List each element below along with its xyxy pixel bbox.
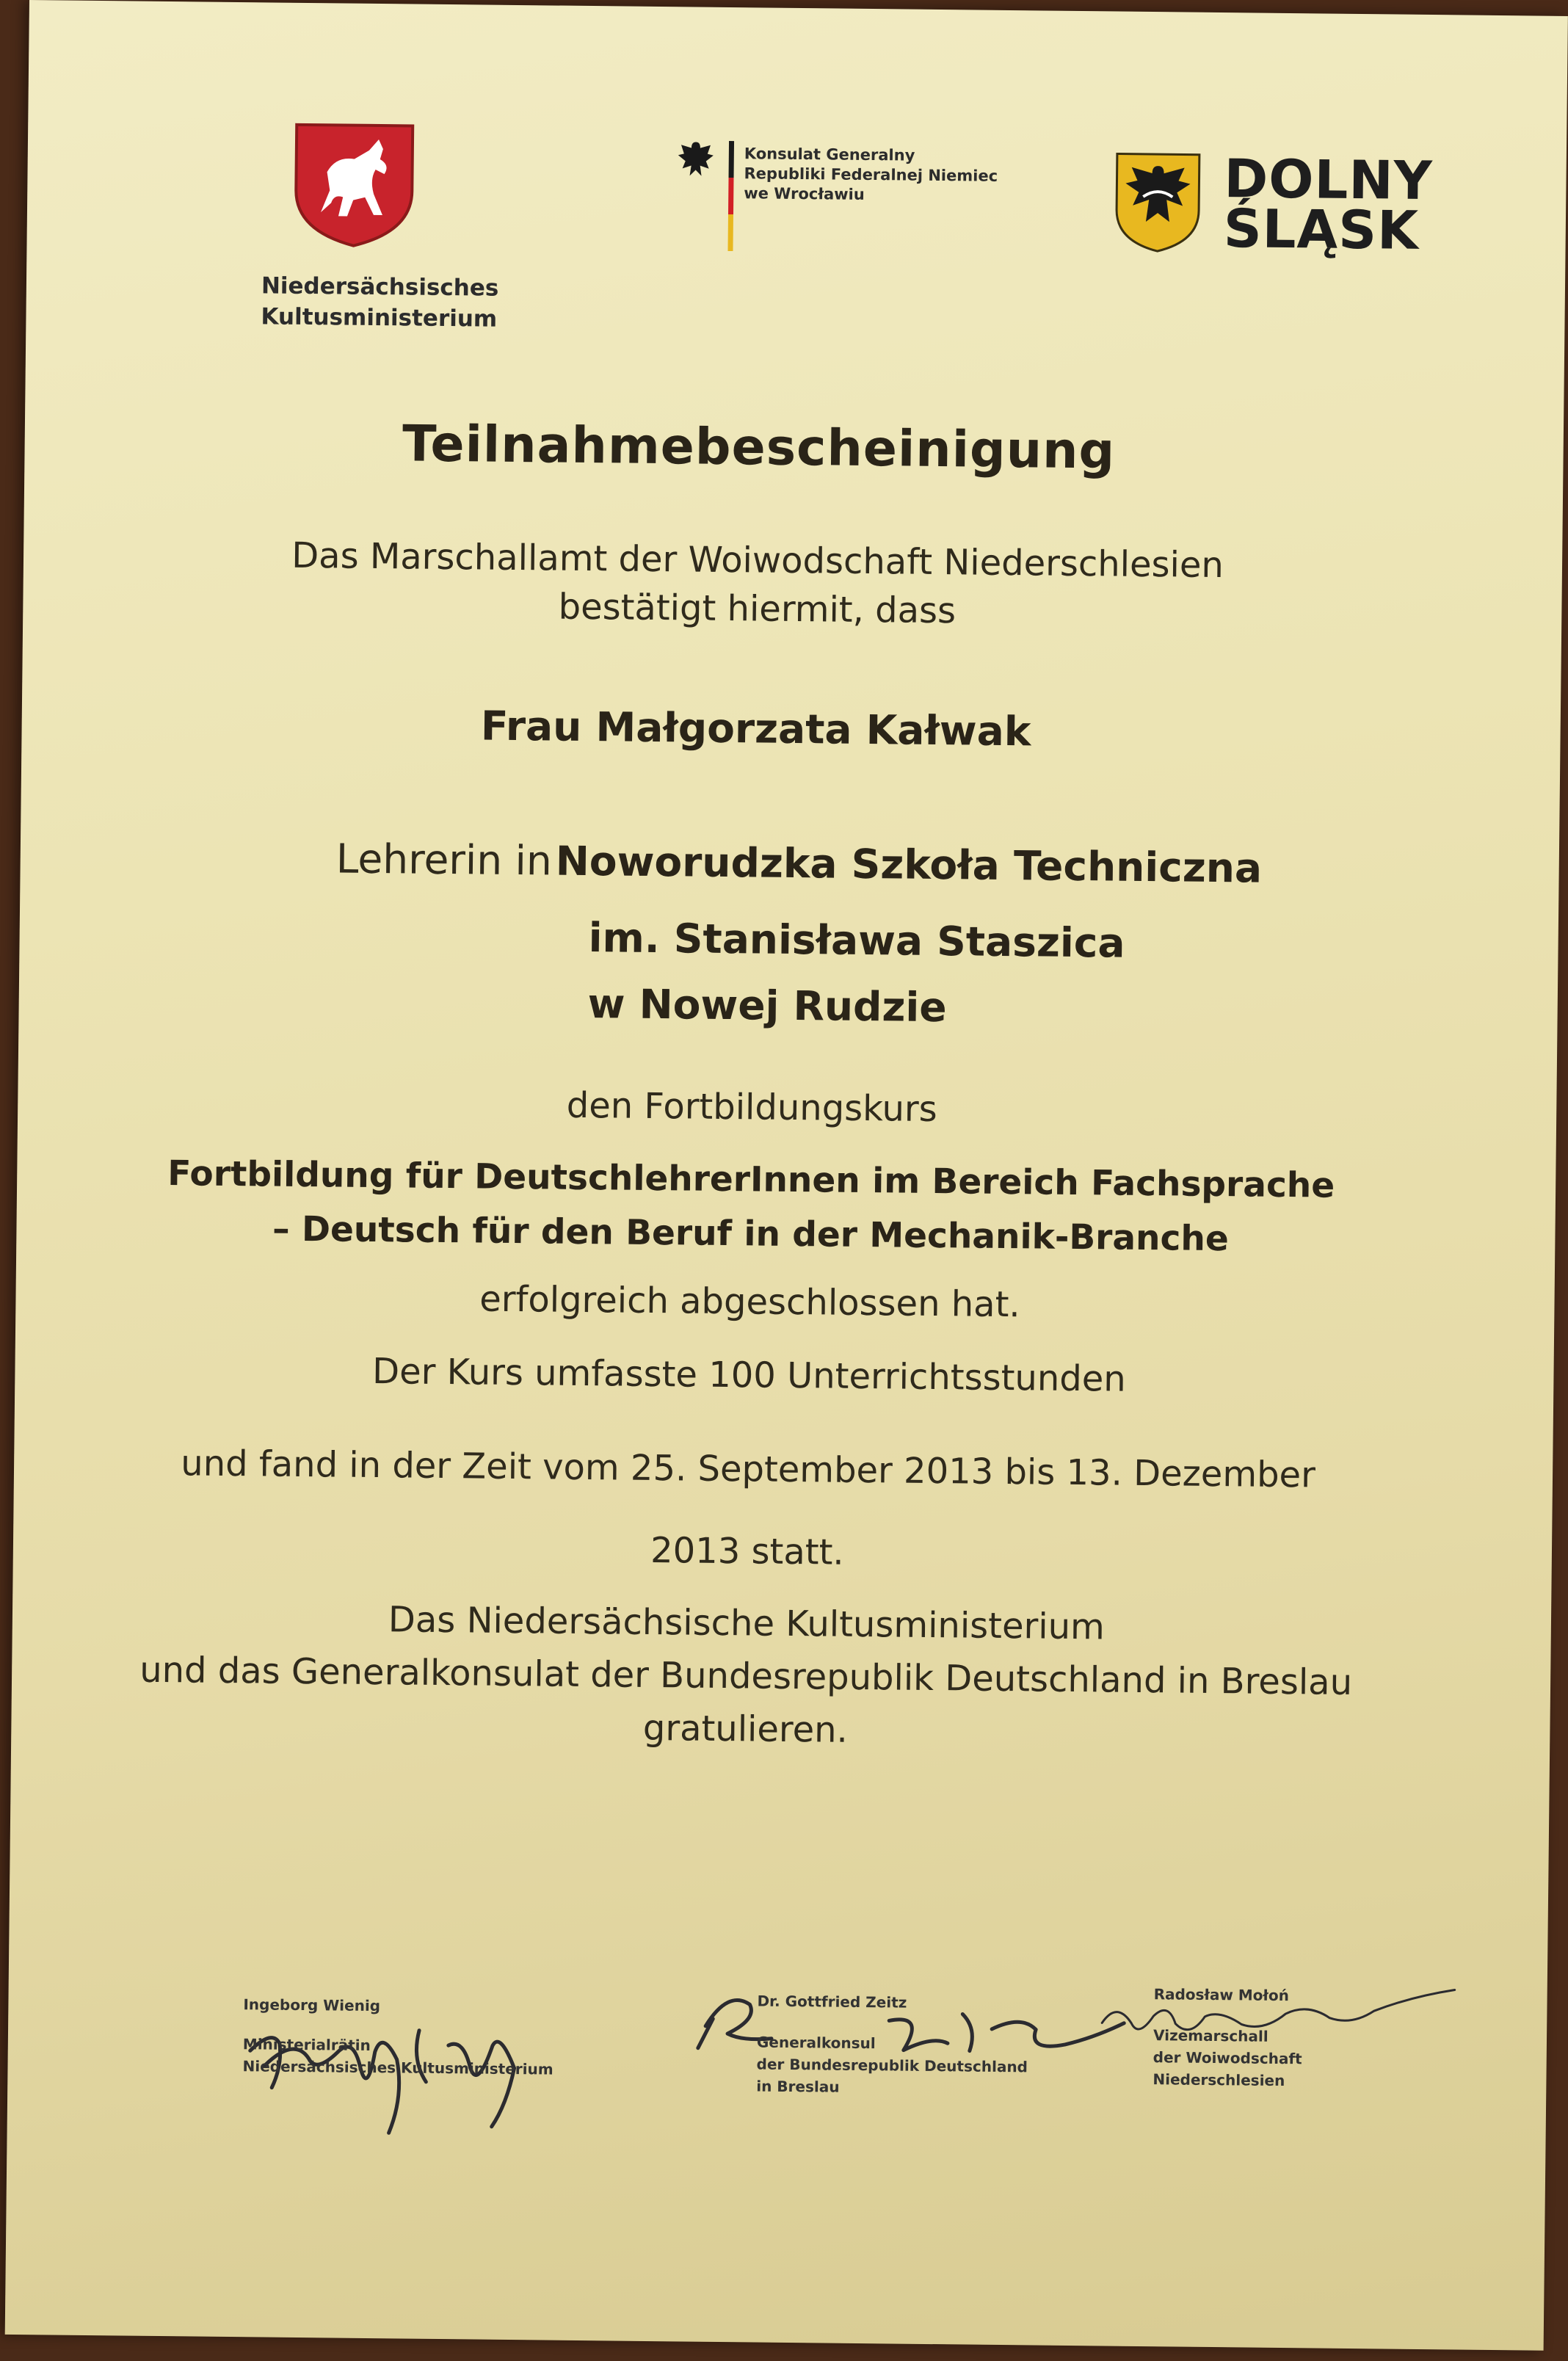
intro-line1: Das Marschallamt der Woiwodschaft Niederschlesien — [291, 534, 1224, 587]
certificate-title: Teilnahmebescheinigung — [402, 415, 1116, 481]
dates-text — [12, 1421, 1482, 1600]
right-logo-line2: ŚLĄSK — [1223, 197, 1420, 261]
congrats-line2: und das Generalkonsulat der Bundesrepublik Deutschland in Breslau — [139, 1649, 1353, 1703]
signature-1-role2: Niedersächsisches Kultusministerium — [242, 2057, 553, 2078]
center-logo-line2: Republiki Federalnej Niemiec — [744, 164, 998, 185]
signature-block-1 — [227, 1984, 640, 2180]
school-line1: Noworudzka Szkoła Techniczna — [555, 837, 1263, 892]
course-line1: Fortbildung für DeutschlehrerInnen im Bereich Fachsprache — [167, 1153, 1335, 1206]
school-line3: w Nowej Rudzie — [587, 980, 947, 1031]
signature-block-2 — [682, 1967, 1139, 2162]
signature-2-role1: Generalkonsul — [756, 2033, 876, 2053]
horse-crest-icon — [291, 120, 417, 250]
school-line2: im. Stanisława Staszica — [588, 914, 1125, 967]
signature-3-role1: Vizemarschall — [1153, 2026, 1268, 2045]
signature-block-3 — [1153, 1950, 1536, 2144]
lower-saxony-logo — [261, 120, 556, 343]
course-title — [16, 1145, 1485, 1269]
signature-2-role2: der Bundesrepublik Deutschland — [756, 2055, 1028, 2076]
left-logo-line2: Kultusministerium — [261, 303, 498, 333]
silesian-eagle-icon — [1113, 150, 1202, 254]
signature-3-role2: der Woiwodschaft — [1153, 2048, 1302, 2068]
intro-text — [23, 529, 1492, 641]
flag-stripe — [727, 141, 734, 251]
dolny-slask-logo — [1113, 150, 1452, 272]
left-logo-line1: Niedersächsisches — [261, 272, 499, 302]
center-logo-line1: Konsulat Generalny — [744, 145, 915, 164]
intro-line2: bestätigt hiermit, dass — [558, 586, 957, 632]
signature-1-role1: Ministerialrätin — [242, 2035, 371, 2055]
signature-2-name: Dr. Gottfried Zeitz — [757, 1992, 907, 2012]
signature-1-name: Ingeborg Wienig — [243, 1995, 381, 2015]
congrats-text — [11, 1589, 1481, 1763]
completion-text: erfolgreich abgeschlossen hat. — [479, 1278, 1021, 1326]
federal-eagle-icon — [673, 137, 718, 182]
course-label: den Fortbildungskurs — [566, 1084, 937, 1131]
school-block — [334, 825, 1437, 1045]
dates-line1: und fand in der Zeit vom 25. September 2013 bis 13. Dezember — [181, 1443, 1316, 1496]
consulate-logo — [665, 137, 1034, 258]
recipient-name: Frau Małgorzata Kałwak — [480, 702, 1031, 755]
center-logo-line3: we Wrocławiu — [744, 184, 865, 203]
signature-3-name: Radosław Mołoń — [1153, 1985, 1290, 2005]
dates-line2: 2013 statt. — [650, 1529, 844, 1573]
signature-3-role3: Niederschlesien — [1153, 2070, 1285, 2090]
school-prefix: Lehrerin in — [335, 835, 553, 885]
congrats-line1: Das Niedersächsische Kultusministerium — [388, 1599, 1106, 1648]
signature-2-role3: in Breslau — [756, 2077, 840, 2096]
course-line2: – Deutsch für den Beruf in der Mechanik-Branche — [272, 1208, 1230, 1260]
congrats-line3: gratulieren. — [642, 1707, 849, 1751]
certificate-paper — [5, 0, 1568, 2351]
right-logo-line1: DOLNY — [1224, 148, 1434, 212]
hours-text: Der Kurs umfasste 100 Unterrichtsstunden — [371, 1350, 1126, 1400]
